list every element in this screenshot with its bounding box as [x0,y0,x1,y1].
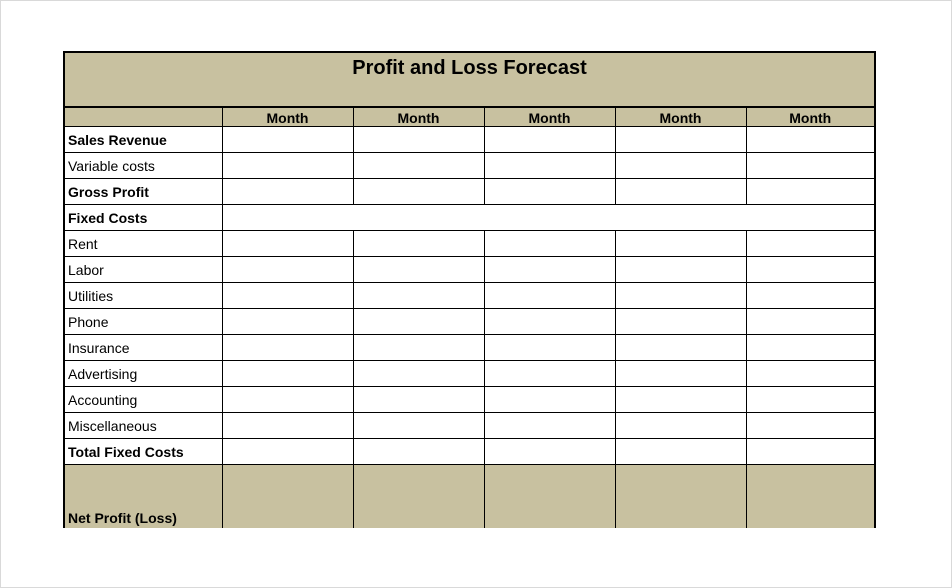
value-cell[interactable] [353,387,484,413]
row-label: Phone [65,309,222,335]
row-label: Labor [65,257,222,283]
value-cell[interactable] [353,361,484,387]
table-row [65,283,874,309]
table-row [65,127,874,153]
value-cell[interactable] [746,153,874,179]
table-row [65,361,874,387]
value-cell[interactable] [615,309,746,335]
value-cell[interactable] [353,439,484,465]
value-cell[interactable] [222,309,353,335]
value-cell[interactable] [746,127,874,153]
value-cell[interactable] [484,257,615,283]
value-cell[interactable] [615,283,746,309]
value-cell[interactable] [222,231,353,257]
value-cell[interactable] [222,179,353,205]
table-row [65,257,874,283]
net-value-cell[interactable] [615,465,746,529]
column-header-month: Month [222,108,353,127]
row-label: Rent [65,231,222,257]
table-row [65,387,874,413]
value-cell[interactable] [615,335,746,361]
value-cell[interactable] [484,439,615,465]
value-cell[interactable] [746,231,874,257]
net-profit-row [65,465,874,529]
value-cell[interactable] [222,127,353,153]
header-row [65,108,874,127]
table-row [65,335,874,361]
net-value-cell[interactable] [484,465,615,529]
value-cell[interactable] [484,153,615,179]
value-cell[interactable] [615,257,746,283]
value-cell[interactable] [746,283,874,309]
title-band [65,53,874,107]
value-cell[interactable] [222,361,353,387]
forecast-grid [65,107,874,528]
value-cell[interactable] [746,387,874,413]
column-header-month: Month [615,108,746,127]
value-cell[interactable] [484,309,615,335]
value-cell[interactable] [353,283,484,309]
net-value-cell[interactable] [222,465,353,529]
column-header-month: Month [746,108,874,127]
value-cell[interactable] [615,413,746,439]
table-row [65,413,874,439]
value-cell[interactable] [746,413,874,439]
value-cell[interactable] [353,309,484,335]
value-cell[interactable] [615,127,746,153]
profit-loss-table [63,51,876,528]
value-cell[interactable] [484,231,615,257]
value-cell[interactable] [353,335,484,361]
value-cell[interactable] [615,439,746,465]
section-spacer-cell [222,205,874,231]
row-label: Fixed Costs [65,205,222,231]
value-cell[interactable] [353,231,484,257]
value-cell[interactable] [746,361,874,387]
value-cell[interactable] [353,127,484,153]
value-cell[interactable] [615,361,746,387]
value-cell[interactable] [353,179,484,205]
value-cell[interactable] [222,335,353,361]
header-corner-cell [65,108,222,127]
column-header-month: Month [484,108,615,127]
column-header-month: Month [353,108,484,127]
value-cell[interactable] [746,179,874,205]
row-label: Miscellaneous [65,413,222,439]
row-label: Variable costs [65,153,222,179]
row-label: Gross Profit [65,179,222,205]
value-cell[interactable] [484,335,615,361]
value-cell[interactable] [222,257,353,283]
value-cell[interactable] [615,153,746,179]
value-cell[interactable] [615,179,746,205]
value-cell[interactable] [353,153,484,179]
value-cell[interactable] [746,309,874,335]
value-cell[interactable] [746,257,874,283]
table-row [65,153,874,179]
value-cell[interactable] [484,283,615,309]
value-cell[interactable] [615,231,746,257]
value-cell[interactable] [484,387,615,413]
row-label: Advertising [65,361,222,387]
value-cell[interactable] [615,387,746,413]
table-row [65,439,874,465]
value-cell[interactable] [353,257,484,283]
row-label: Utilities [65,283,222,309]
value-cell[interactable] [746,439,874,465]
row-label: Sales Revenue [65,127,222,153]
table-row [65,205,874,231]
row-label: Accounting [65,387,222,413]
table-row [65,309,874,335]
sheet-title: Profit and Loss Forecast [352,57,587,79]
row-label: Total Fixed Costs [65,439,222,465]
net-value-cell[interactable] [353,465,484,529]
value-cell[interactable] [222,283,353,309]
value-cell[interactable] [222,413,353,439]
net-value-cell[interactable] [746,465,874,529]
value-cell[interactable] [222,387,353,413]
value-cell[interactable] [222,439,353,465]
value-cell[interactable] [484,179,615,205]
value-cell[interactable] [484,413,615,439]
row-label: Insurance [65,335,222,361]
value-cell[interactable] [484,361,615,387]
value-cell[interactable] [746,335,874,361]
table-row [65,179,874,205]
net-profit-label: Net Profit (Loss) [65,465,222,529]
value-cell[interactable] [222,153,353,179]
value-cell[interactable] [484,127,615,153]
table-row [65,231,874,257]
value-cell[interactable] [353,413,484,439]
